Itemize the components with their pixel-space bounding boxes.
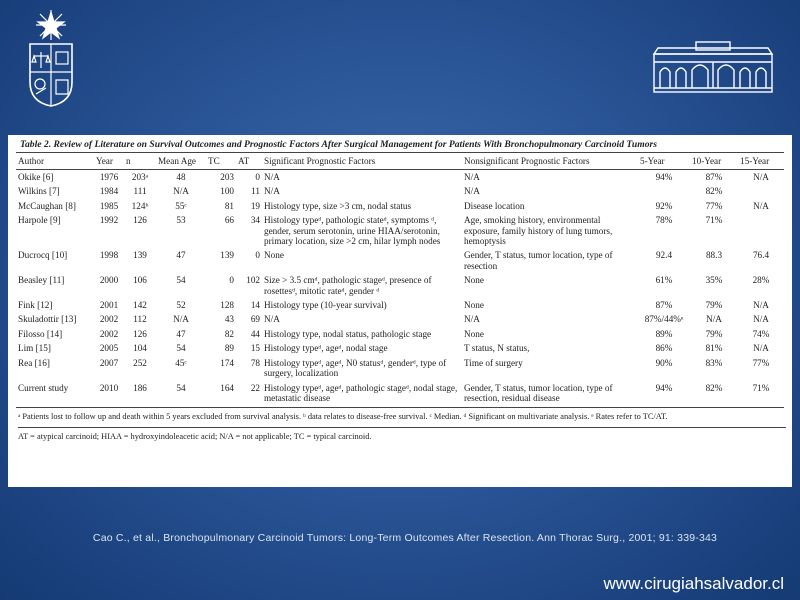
cell-n: 203ᵃ — [131, 172, 149, 182]
cell-year: 2010 — [94, 381, 124, 408]
cell-significant-factors: N/A — [264, 186, 280, 197]
table-row — [16, 213, 784, 248]
cell-year: 1984 — [99, 186, 119, 197]
cell-author: Current study — [16, 381, 94, 408]
cell-at: 0 — [255, 250, 260, 261]
cell-5-year-survival: 90% — [655, 357, 673, 368]
cell-author: Fink [12] — [18, 300, 53, 311]
cell-at: 102 — [246, 275, 260, 286]
col-header-15-year: 15-Year — [738, 153, 784, 170]
cell-significant-factors: Histology type, size >3 cm, nodal status — [264, 200, 412, 211]
cell-15-year-survival: 76.4 — [752, 250, 770, 261]
cell-nonsignificant-factors: Time of surgery — [464, 357, 523, 368]
cell-year: 2005 — [99, 343, 119, 354]
table-row — [16, 199, 784, 213]
cell-at: 15 — [250, 343, 260, 354]
col-header-10-year: 10-Year — [690, 153, 738, 170]
cell-at: 14 — [250, 300, 260, 311]
cell-5-year-survival: 87%/44%ᵉ — [644, 314, 684, 325]
cell-mean-age: 54 — [176, 343, 186, 354]
footnote-divider — [18, 427, 786, 428]
footnote-superscripts: ᵃ Patients lost to follow up and death within 5 years excluded from survival analysis. ᵇ data relates to disease-free survival. ᶜ Median. ᵈ Significant on multivariate analysis. ᵉ Rates refer to TC/AT. — [18, 412, 668, 422]
cell-10-year-survival: 71% — [705, 215, 723, 226]
table-row — [16, 312, 784, 326]
cell-nonsignificant-factors: T status, N status, — [464, 343, 530, 354]
cell-10-year-survival: N/A — [706, 314, 722, 325]
cell-15-year-survival — [738, 213, 784, 248]
cell-year: 1998 — [99, 250, 119, 261]
table-row — [16, 248, 784, 273]
cell-year: 2001 — [99, 300, 119, 311]
cell-at: 78 — [250, 357, 260, 368]
cell-at: 22 — [236, 381, 262, 408]
cell-5-year-survival: 87% — [655, 300, 673, 311]
cell-mean-age: 47 — [176, 328, 186, 339]
cell-nonsignificant-factors: None — [464, 275, 484, 286]
cell-15-year-survival: 71% — [738, 381, 784, 408]
cell-15-year-survival: 74% — [752, 328, 770, 339]
footnote-abbreviations: AT = atypical carcinoid; HIAA = hydroxyindoleacetic acid; N/A = not applicable; TC = typical carcinoid. — [18, 431, 372, 441]
cell-significant-factors: Histology typeᵈ, ageᵈ, nodal stage — [264, 343, 388, 354]
cell-mean-age: 54 — [156, 381, 206, 408]
cell-year: 2002 — [99, 314, 119, 325]
cell-15-year-survival: 28% — [752, 275, 770, 286]
cell-10-year-survival: 82% — [690, 381, 738, 408]
cell-10-year-survival: 79% — [705, 300, 723, 311]
cell-10-year-survival: 87% — [705, 172, 723, 182]
col-header-at: AT — [236, 153, 262, 170]
cell-nonsignificant-factors: Gender, T status, tumor location, type of resection, residual disease — [462, 381, 638, 408]
cell-author: Filosso [14] — [18, 328, 63, 339]
cell-5-year-survival: 92% — [655, 200, 673, 211]
col-header-nonsignificant-factors: Nonsignificant Prognostic Factors — [462, 153, 638, 170]
cell-10-year-survival: 88.3 — [705, 250, 723, 261]
cell-tc: 89 — [224, 343, 234, 354]
cell-at: 0 — [255, 172, 260, 182]
cell-15-year-survival: N/A — [753, 200, 769, 211]
cell-15-year-survival: N/A — [753, 300, 769, 311]
cell-15-year-survival: N/A — [753, 343, 769, 354]
cell-n: 124ᵇ — [131, 200, 149, 211]
cell-nonsignificant-factors: Disease location — [464, 200, 525, 211]
cell-tc: 203 — [220, 172, 234, 182]
cell-author: Rea [16] — [18, 357, 50, 368]
cell-10-year-survival: 82% — [705, 186, 723, 197]
table-row — [16, 356, 784, 381]
cell-nonsignificant-factors: None — [464, 300, 484, 311]
cell-n: 104 — [133, 343, 147, 354]
cell-10-year-survival: 77% — [705, 200, 723, 211]
cell-significant-factors: Histology typeᵈ, ageᵈ, pathologic stageᵈ, nodal stage, metastatic disease — [262, 381, 462, 408]
cell-significant-factors: Size > 3.5 cmᵈ, pathologic stageᵈ, presence of rosettesᵈ, mitotic rateᵈ, gender ᵈ — [264, 275, 432, 296]
cell-significant-factors: Histology typeᵈ, pathologic stateᵈ, symptoms ᵈ, gender, serum serotonin, urine HIAA/serotonin, primary location, size >2 cm, hilar lymph nodes — [264, 215, 441, 247]
cell-mean-age: 48 — [176, 172, 186, 182]
col-header-tc: TC — [206, 153, 236, 170]
col-header-n: n — [124, 153, 156, 170]
cell-10-year-survival: 83% — [705, 357, 723, 368]
cell-n: 142 — [133, 300, 147, 311]
cell-nonsignificant-factors: Gender, T status, tumor location, type of resection — [464, 250, 613, 271]
cell-n: 106 — [133, 275, 147, 286]
table-row — [16, 341, 784, 355]
cell-5-year-survival: 92.4 — [655, 250, 673, 261]
table-title: Table 2. Review of Literature on Survival Outcomes and Prognostic Factors After Surgical Management for Patients With Bronchopulmonary Carcinoid Tumors — [20, 139, 657, 150]
cell-15-year-survival: 77% — [752, 357, 770, 368]
cell-year: 2007 — [99, 357, 119, 368]
cell-at: 11 — [251, 186, 260, 197]
table-row — [16, 184, 784, 198]
cell-tc: 0 — [229, 275, 234, 286]
cell-author: Ducrocq [10] — [18, 250, 68, 261]
cell-tc: 174 — [220, 357, 234, 368]
cell-10-year-survival: 35% — [705, 275, 723, 286]
cell-author: Lim [15] — [18, 343, 51, 354]
table-row — [16, 327, 784, 341]
cell-15-year-survival: N/A — [753, 314, 769, 325]
cell-n: 112 — [133, 314, 147, 325]
cell-mean-age: 54 — [176, 275, 186, 286]
table-row — [16, 273, 784, 298]
cell-tc: 100 — [220, 186, 234, 197]
cell-tc: 139 — [220, 250, 234, 261]
cell-n: 139 — [133, 250, 147, 261]
cell-significant-factors: N/A — [264, 314, 280, 325]
cell-10-year-survival: 81% — [705, 343, 723, 354]
cell-10-year-survival: 79% — [705, 328, 723, 339]
cell-5-year-survival: 78% — [655, 215, 673, 226]
citation-reference: Cao C., et al., Bronchopulmonary Carcinoid Tumors: Long-Term Outcomes After Resection. Ann Thorac Surg., 2001; 91: 339-343 — [92, 532, 718, 544]
col-header-significant-factors: Significant Prognostic Factors — [262, 153, 462, 170]
cell-5-year-survival: 94% — [655, 172, 673, 182]
cell-author: Beasley [11] — [18, 275, 65, 286]
cell-mean-age: 45ᶜ — [175, 357, 187, 368]
cell-nonsignificant-factors: N/A — [464, 172, 480, 182]
cell-mean-age: N/A — [173, 186, 189, 197]
cell-tc: 81 — [224, 200, 234, 211]
literature-table — [16, 152, 784, 408]
cell-n: 252 — [133, 357, 147, 368]
university-crest-icon — [26, 10, 76, 108]
cell-5-year-survival — [638, 184, 690, 198]
cell-author: Harpole [9] — [18, 215, 61, 226]
literature-review-table-figure — [8, 135, 792, 487]
cell-author: McCaughan [8] — [18, 200, 76, 211]
cell-author: Okike [6] — [18, 172, 54, 182]
cell-significant-factors: Histology type (10-year survival) — [264, 300, 387, 311]
cell-significant-factors: None — [264, 250, 284, 261]
cell-nonsignificant-factors: N/A — [464, 186, 480, 197]
website-url[interactable]: www.cirugiahsalvador.cl — [603, 574, 784, 593]
col-header-mean-age: Mean Age — [156, 153, 206, 170]
cell-nonsignificant-factors: N/A — [464, 314, 480, 325]
cell-n: 186 — [124, 381, 156, 408]
cell-significant-factors: Histology type, nodal status, pathologic stage — [264, 328, 432, 339]
col-header-author: Author — [16, 153, 94, 170]
cell-15-year-survival — [738, 184, 784, 198]
cell-5-year-survival: 94% — [638, 381, 690, 408]
cell-5-year-survival: 61% — [655, 275, 673, 286]
cell-mean-age: 52 — [176, 300, 186, 311]
cell-5-year-survival: 86% — [655, 343, 673, 354]
cell-tc: 43 — [224, 314, 234, 325]
cell-n: 126 — [133, 328, 147, 339]
cell-at: 44 — [250, 328, 260, 339]
cell-author: Wilkins [7] — [18, 186, 60, 197]
col-header-5-year: 5-Year — [638, 153, 690, 170]
cell-5-year-survival: 89% — [655, 328, 673, 339]
cell-year: 2000 — [99, 275, 119, 286]
cell-mean-age: 55ᶜ — [175, 200, 187, 211]
table-footnotes — [18, 412, 784, 442]
cell-nonsignificant-factors: Age, smoking history, environmental exposure, family history of lung tumors, hemoptysis — [464, 215, 613, 247]
cell-mean-age: 47 — [176, 250, 186, 261]
cell-author: Skuladottir [13] — [18, 314, 77, 325]
col-header-year: Year — [94, 153, 124, 170]
cell-at: 69 — [250, 314, 260, 325]
cell-significant-factors: N/A — [264, 172, 280, 182]
cell-tc: 82 — [224, 328, 234, 339]
cell-year: 1992 — [99, 215, 119, 226]
cell-significant-factors: Histology typeᵈ, ageᵈ, N0 statusᵈ, genderᵈ, type of surgery, localization — [264, 357, 447, 379]
table-header-row — [16, 153, 784, 170]
cell-n: 126 — [133, 215, 147, 226]
table-row — [16, 381, 784, 408]
cell-tc: 66 — [224, 215, 234, 226]
table-row — [16, 298, 784, 312]
hospital-building-icon — [652, 40, 774, 94]
cell-year: 1985 — [99, 200, 119, 211]
cell-mean-age: 53 — [176, 215, 186, 226]
cell-n: 111 — [133, 186, 147, 197]
table-row — [16, 170, 784, 185]
cell-at: 34 — [250, 215, 260, 226]
cell-15-year-survival: N/A — [753, 172, 769, 182]
cell-tc: 128 — [220, 300, 234, 311]
cell-tc: 164 — [206, 381, 236, 408]
cell-at: 19 — [250, 200, 260, 211]
cell-nonsignificant-factors: None — [464, 328, 484, 339]
cell-mean-age: N/A — [173, 314, 189, 325]
cell-year: 2002 — [99, 328, 119, 339]
cell-year: 1976 — [99, 172, 119, 182]
